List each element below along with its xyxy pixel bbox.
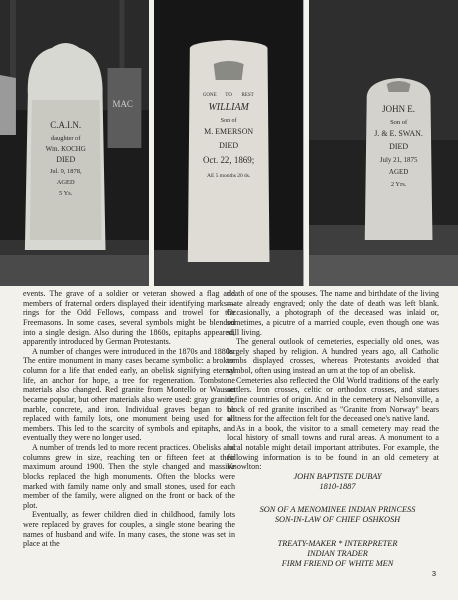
svg-text:Son of: Son of bbox=[221, 117, 237, 125]
svg-text:M. EMERSON: M. EMERSON bbox=[204, 126, 254, 137]
photo-tombstone-center bbox=[154, 0, 303, 286]
svg-text:Son of: Son of bbox=[389, 118, 407, 127]
article-column-left bbox=[23, 289, 235, 549]
svg-text:Oct. 22, 1869;: Oct. 22, 1869; bbox=[203, 154, 255, 166]
inscription-line: INDIAN TRADER bbox=[307, 548, 368, 558]
paragraph: A number of trends led to more recent practices. Obelisks and columns grew in size, reaching ten or fifteen feet at their maximum around 1900. Then the style changed and massive blocks replaced the high monuments. Often the blocks were marked with family name only and small stones, used for each member of the family, were aligned on the front or back of the plot. bbox=[23, 443, 235, 510]
paragraph: A number of changes were introduced in the 1870s and 1880s. The entire monument in many cases became symbolic: a broken column for a life that ended early, an obelisk signifying eternal life, an anchor for hope, a tree for regeneration. Tombstone materials also changed. Red granite from Montello or Wausau became popular, but other materials also were used: gray granite, marble, concrete, and iron. Individual graves began to be replaced with family lots, one monument being used for all members. This led to the scarcity of symbols and epitaphs, and eventually they were no longer used. bbox=[23, 346, 235, 443]
svg-text:C.A.I.N.: C.A.I.N. bbox=[50, 119, 82, 131]
inscription-block bbox=[227, 472, 439, 569]
inscription-line: SON OF A MENOMINEE INDIAN PRINCESS bbox=[259, 505, 416, 515]
photo-strip bbox=[0, 0, 458, 286]
paragraph: The general outlook of cemeteries, especially old ones, was largely shaped by religion. A hundred years ago, all Catholic tombs displayed crosses, whereas Protestants avoided that symbol, often using instead an urn at the top of an obelisk. bbox=[227, 337, 439, 375]
inscription-line: TREATY-MAKER * INTERPRETER bbox=[277, 538, 398, 548]
svg-text:WILLIAM: WILLIAM bbox=[208, 101, 250, 114]
svg-text:5 Ys.: 5 Ys. bbox=[59, 189, 73, 198]
photo-tombstone-right bbox=[309, 0, 458, 286]
page-number: 3 bbox=[431, 569, 436, 578]
paragraph: As in a book, the visitor to a small cemetery may read the local history of small towns and rural areas. A monument to a local notable might detail important attributes. For example, the following information is to be found in an old cemetery at Knowlton: bbox=[227, 423, 439, 472]
paragraph: Cemeteries also reflected the Old World traditions of the early settlers. Iron crosses, celtic or orthodox crosses, and statues define countries of origin. And in the cemetery at Nelsonville, a block of red granite inscribed as "Granite from Norway" bears witness for the affection felt for the deceased one's native land. bbox=[227, 375, 439, 424]
side-monument-text: MAC bbox=[112, 98, 133, 110]
svg-text:AE 5 months 20 ds.: AE 5 months 20 ds. bbox=[207, 172, 251, 180]
svg-text:J. & E. SWAN.: J. & E. SWAN. bbox=[373, 128, 423, 139]
svg-text:JOHN E.: JOHN E. bbox=[381, 103, 415, 115]
article-column-right bbox=[227, 289, 439, 569]
inscription-line: FIRM FRIEND OF WHITE MEN bbox=[281, 559, 394, 569]
svg-text:AGED: AGED bbox=[56, 178, 75, 187]
svg-text:Jul. 9, 1878,: Jul. 9, 1878, bbox=[49, 167, 82, 176]
svg-text:Wm. KOCHG: Wm. KOCHG bbox=[45, 144, 86, 154]
photo-tombstone-left bbox=[0, 0, 149, 286]
svg-text:2 Yrs.: 2 Yrs. bbox=[390, 180, 407, 189]
svg-text:REST: REST bbox=[241, 92, 254, 99]
inscription-name: JOHN BAPTISTE DUBAY bbox=[293, 471, 382, 481]
paragraph: events. The grave of a soldier or veteran showed a flag and members of fraternal orders displayed their identifying marks—rings for the Odd Fellows, compass and trowel for the Freemasons. In some cases, several symbols might be blended into a single design. Also during the 1860s, epitaphs appeared, apparently introduced by German Protestants. bbox=[23, 289, 235, 347]
svg-text:DIED: DIED bbox=[56, 154, 76, 165]
svg-text:GONE: GONE bbox=[203, 92, 217, 99]
svg-text:July 21, 1875: July 21, 1875 bbox=[379, 155, 418, 165]
svg-text:daughter of: daughter of bbox=[50, 134, 81, 143]
inscription-line: SON-IN-LAW OF CHIEF OSHKOSH bbox=[274, 515, 401, 525]
inscription-years: 1810-1887 bbox=[319, 482, 356, 492]
paragraph: death of one of the spouses. The name and birthdate of the living mate already engraved; only the date of death was left blank. Occasionally, a photograph of the deceased was inlaid or, sometimes, a picutre of a married couple, even though one was still living. bbox=[227, 289, 439, 337]
svg-text:TO: TO bbox=[225, 92, 233, 99]
paragraph: Eventually, as fewer children died in childhood, family lots were replaced by graves for couples, a single stone bearing the names of husband and wife. In many cases, the stone was set in place at the bbox=[23, 510, 235, 549]
svg-text:DIED: DIED bbox=[219, 140, 239, 151]
svg-text:AGED: AGED bbox=[388, 167, 408, 177]
svg-text:DIED: DIED bbox=[388, 141, 408, 152]
